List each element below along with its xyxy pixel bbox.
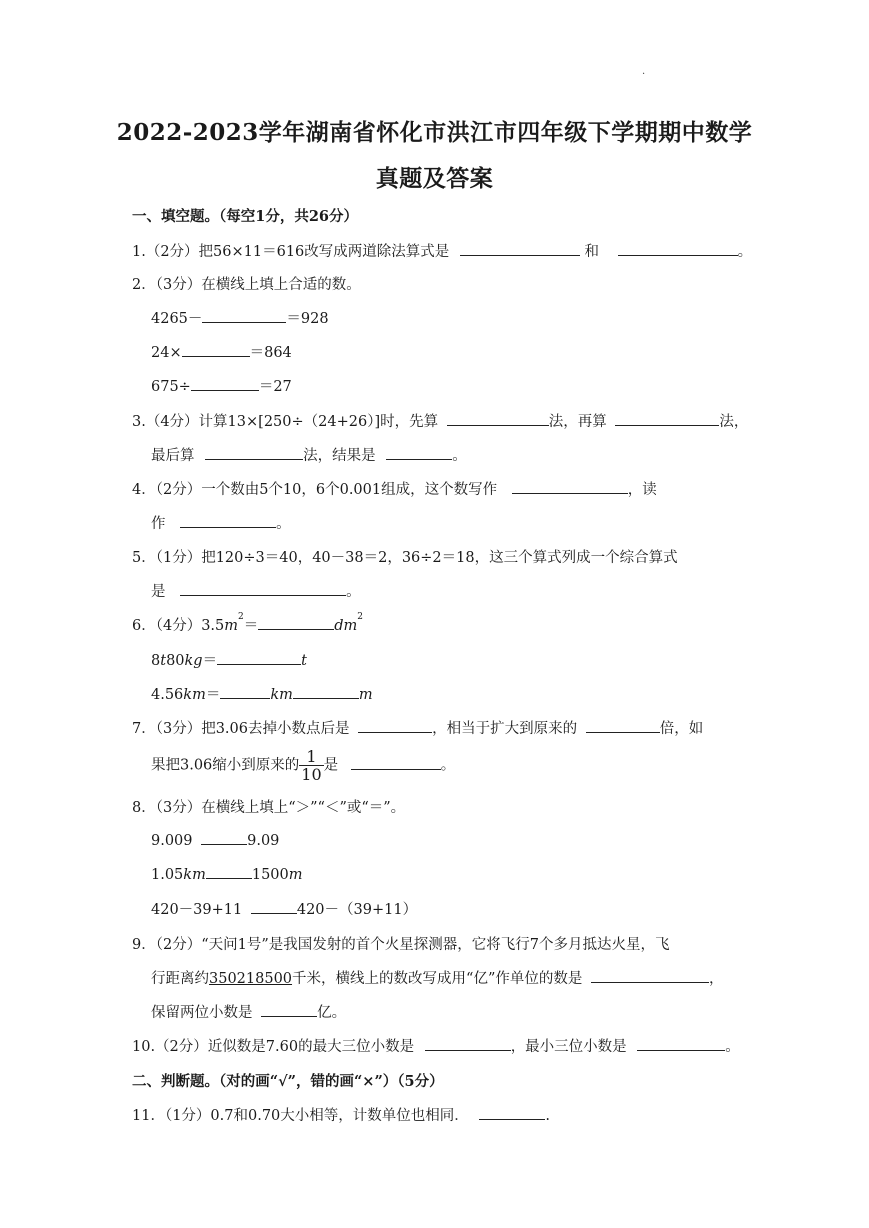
question-2: 2．（3分）在横线上填上合适的数。 bbox=[132, 277, 361, 293]
question-6-b: 8t80kg＝ t bbox=[151, 649, 307, 670]
question-10: 10.（2分）近似数是7.60的最大三位小数是 ，最小三位小数是 。 bbox=[132, 1035, 740, 1056]
answer-blank[interactable] bbox=[201, 830, 247, 845]
answer-blank[interactable] bbox=[180, 513, 276, 528]
answer-blank[interactable] bbox=[180, 581, 346, 596]
question-2-a: 4265－ ＝928 bbox=[151, 307, 329, 328]
answer-blank[interactable] bbox=[182, 342, 250, 357]
answer-blank[interactable] bbox=[293, 684, 359, 699]
answer-blank[interactable] bbox=[425, 1036, 511, 1051]
question-8-a: 9.009 9.09 bbox=[151, 830, 279, 849]
answer-blank[interactable] bbox=[251, 899, 297, 914]
question-6-c: 4.56km＝ km m bbox=[151, 683, 373, 704]
answer-blank[interactable] bbox=[512, 479, 628, 494]
answer-blank[interactable] bbox=[479, 1105, 545, 1120]
header-dot: . bbox=[642, 66, 646, 77]
question-8-b: 1.05km 1500m bbox=[151, 864, 303, 883]
question-7: 7．（3分）把3.06去掉小数点后是 ，相当于扩大到原来的 倍，如 bbox=[132, 717, 703, 738]
answer-blank[interactable] bbox=[460, 241, 580, 256]
question-9-line3: 保留两位小数是 亿。 bbox=[151, 1001, 346, 1022]
question-8: 8．（3分）在横线上填上“＞”“＜”或“＝”。 bbox=[132, 800, 406, 816]
answer-blank[interactable] bbox=[591, 968, 709, 983]
question-4-line2: 作 。 bbox=[151, 512, 291, 533]
answer-blank[interactable] bbox=[220, 684, 270, 699]
answer-blank[interactable] bbox=[637, 1036, 725, 1051]
question-3-line2: 最后算 法，结果是 。 bbox=[151, 444, 467, 465]
question-7-line2: 果把3.06缩小到原来的 $\frac{1}{10}$ 是 。 bbox=[151, 747, 456, 784]
answer-blank[interactable] bbox=[205, 445, 303, 460]
question-6: 6．（4分）$3.5m^2= dm^2$ bbox=[132, 612, 364, 634]
question-9: 9．（2分）“天问1号”是我国发射的首个火星探测器，它将飞行7个多月抵达火星，飞 bbox=[132, 937, 670, 953]
page-title-line2: 真题及答案 bbox=[375, 165, 494, 192]
page-title: 2022-2023学年湖南省怀化市洪江市四年级下学期期中数学 bbox=[116, 119, 753, 146]
question-9-line2: 行距离约350218500千米，横线上的数改写成用“亿”作单位的数是 ， bbox=[151, 967, 723, 988]
question-3: 3.（4分）计算13×[250÷（24+26）]时，先算 法，再算 法， bbox=[132, 410, 748, 431]
answer-blank[interactable] bbox=[202, 308, 286, 323]
answer-blank[interactable] bbox=[618, 241, 738, 256]
answer-blank[interactable] bbox=[615, 411, 719, 426]
answer-blank[interactable] bbox=[217, 650, 301, 665]
question-5-line2: 是 。 bbox=[151, 580, 361, 601]
section-1-heading: 一、填空题。（每空1分，共26分） bbox=[132, 208, 359, 225]
answer-blank[interactable] bbox=[351, 755, 441, 770]
question-11: 11．（1分）0.7和0.70大小相等，计数单位也相同． . bbox=[132, 1104, 550, 1125]
section-2-heading: 二、判断题。（对的画“√”，错的画“×”）（5分） bbox=[132, 1073, 444, 1090]
question-1: 1.（2分）把56×11＝616改写成两道除法算式是 和 。 bbox=[132, 240, 752, 261]
answer-blank[interactable] bbox=[261, 1002, 317, 1017]
answer-blank[interactable] bbox=[258, 615, 334, 630]
question-4: 4．（2分）一个数由5个10，6个0.001组成，这个数写作 ，读 bbox=[132, 478, 657, 499]
fraction: $\frac{1}{10}$ bbox=[301, 747, 322, 784]
question-2-b: 24× ＝864 bbox=[151, 341, 292, 362]
question-8-c: 420－39+11 420－（39+11） bbox=[151, 898, 417, 919]
answer-blank[interactable] bbox=[386, 445, 452, 460]
answer-blank[interactable] bbox=[206, 864, 252, 879]
answer-blank[interactable] bbox=[447, 411, 549, 426]
answer-blank[interactable] bbox=[191, 376, 259, 391]
question-2-c: 675÷ ＝27 bbox=[151, 375, 292, 396]
question-5: 5．（1分）把120÷3＝40，40－38＝2，36÷2＝18，这三个算式列成一个综合算式 bbox=[132, 550, 678, 566]
answer-blank[interactable] bbox=[358, 718, 432, 733]
answer-blank[interactable] bbox=[586, 718, 660, 733]
